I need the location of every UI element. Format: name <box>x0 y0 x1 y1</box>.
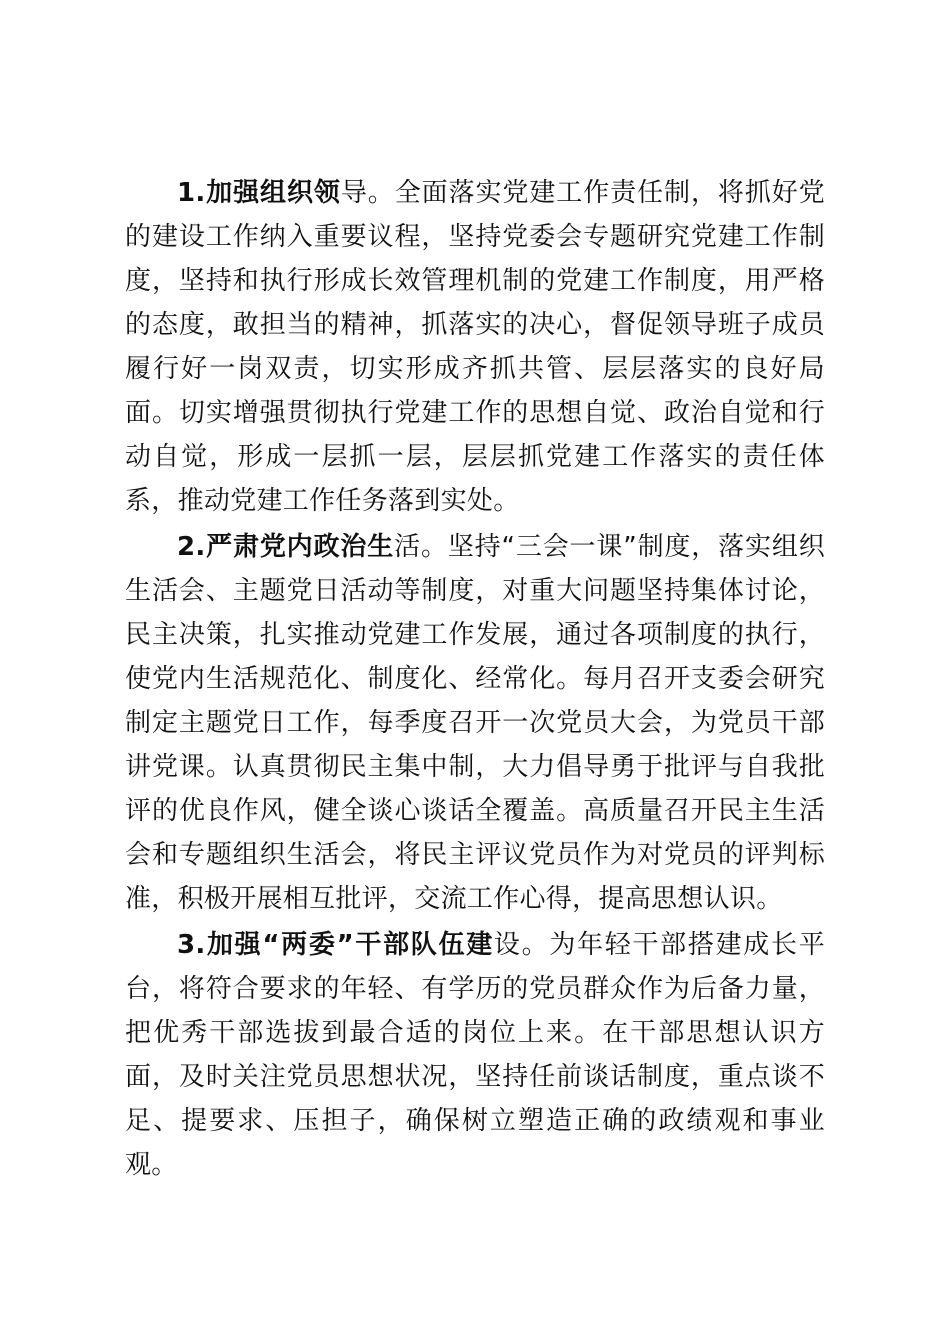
paragraph-3-heading: 3.加强“两委”干部队伍建 <box>177 930 494 960</box>
paragraph-3 <box>125 923 825 1187</box>
paragraph-2-heading: 2.严肃党内政治生 <box>177 532 395 562</box>
paragraph-1-text: 导。全面落实党建工作责任制，将抓好党的建设工作纳入重要议程，坚持党委会专题研究党建工作制度，坚持和执行形成长效管理机制的党建工作制度，用严格的态度，敢担当的精神，抓落实的决心，督促领导班子成员履行好一岗双责，切实形成齐抓共管、层层落实的良好局面。切实增强贯彻执行党建工作的思想自觉、政治自觉和行动自觉，形成一层抓一层，层层抓党建工作落实的责任体系，推动党建工作任务落到实处。 <box>125 178 825 516</box>
paragraph-1-heading: 1.加强组织领 <box>177 178 341 208</box>
paragraph-2-text: 活。坚持“三会一课”制度，落实组织生活会、主题党日活动等制度，对重大问题坚持集体讨论，民主决策，扎实推动党建工作发展，通过各项制度的执行，使党内生活规范化、制度化、经常化。每月召开支委会研究制定主题党日工作，每季度召开一次党员大会，为党员干部讲党课。认真贯彻民主集中制，大力倡导勇于批评与自我批评的优良作风，健全谈心谈话全覆盖。高质量召开民主生活会和专题组织生活会，将民主评议党员作为对党员的评判标准，积极开展相互批评，交流工作心得，提高思想认识。 <box>125 532 826 914</box>
document-body <box>125 171 825 1189</box>
paragraph-1 <box>125 171 825 523</box>
paragraph-3-text: 设。为年轻干部搭建成长平台，将符合要求的年轻、有学历的党员群众作为后备力量，把优秀干部选拔到最合适的岗位上来。在干部思想认识方面，及时关注党员思想状况，坚持任前谈话制度，重点谈不足、提要求、压担子，确保树立塑造正确的政绩观和事业观。 <box>125 930 825 1180</box>
paragraph-2 <box>125 525 825 921</box>
